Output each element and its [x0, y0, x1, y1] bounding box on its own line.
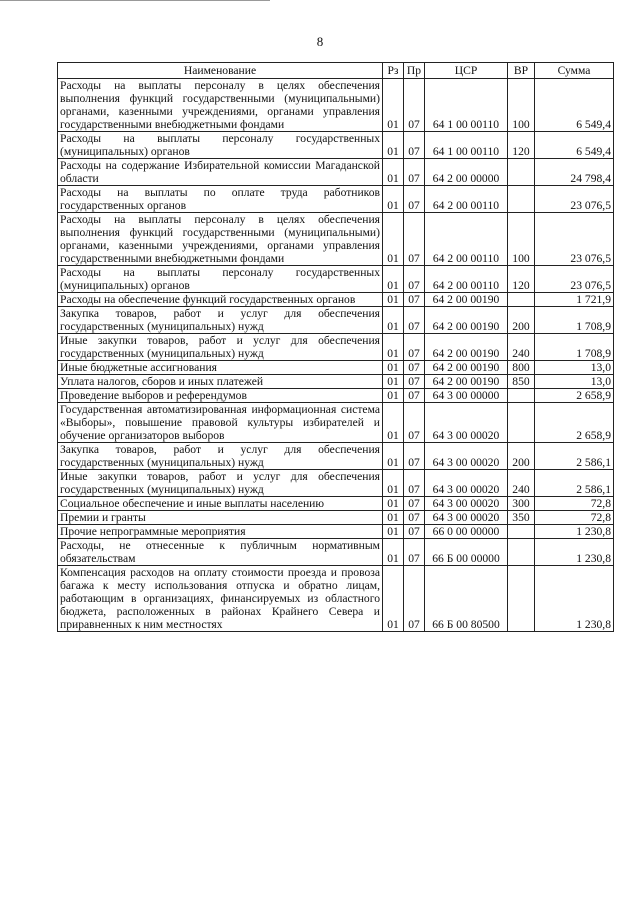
- cell-name: Социальное обеспечение и иные выплаты населению: [58, 497, 383, 511]
- top-border-line: [0, 0, 270, 1]
- cell-pr: 07: [404, 497, 425, 511]
- cell-vr: [508, 159, 535, 186]
- cell-csr: 64 2 00 00190: [425, 361, 508, 375]
- table-row: [58, 566, 614, 632]
- cell-pr: 07: [404, 539, 425, 566]
- cell-csr: 64 2 00 00190: [425, 334, 508, 361]
- cell-vr: [508, 539, 535, 566]
- cell-rz: 01: [383, 497, 404, 511]
- cell-sum: 6 549,4: [535, 79, 614, 132]
- cell-vr: 100: [508, 79, 535, 132]
- column-header-rz: Рз: [383, 63, 404, 79]
- table-row: [58, 470, 614, 497]
- cell-pr: 07: [404, 266, 425, 293]
- table-row: [58, 361, 614, 375]
- cell-sum: 1 721,9: [535, 293, 614, 307]
- cell-pr: 07: [404, 525, 425, 539]
- cell-csr: 64 2 00 00110: [425, 266, 508, 293]
- cell-sum: 6 549,4: [535, 132, 614, 159]
- column-header-vr: ВР: [508, 63, 535, 79]
- cell-sum: 72,8: [535, 511, 614, 525]
- cell-rz: 01: [383, 375, 404, 389]
- cell-rz: 01: [383, 334, 404, 361]
- cell-vr: 100: [508, 213, 535, 266]
- cell-name: Расходы на обеспечение функций государственных органов: [58, 293, 383, 307]
- cell-name: Расходы, не отнесенные к публичным нормативным обязательствам: [58, 539, 383, 566]
- cell-vr: [508, 293, 535, 307]
- cell-csr: 64 1 00 00110: [425, 79, 508, 132]
- cell-name: Расходы на выплаты персоналу в целях обеспечения выполнения функций государственными (муниципальными) органами, казенными учреждениями, органами управления государственными внебюджетными фондами: [58, 213, 383, 266]
- cell-sum: 2 586,1: [535, 443, 614, 470]
- cell-rz: 01: [383, 539, 404, 566]
- cell-sum: 1 230,8: [535, 525, 614, 539]
- cell-csr: 64 3 00 00000: [425, 389, 508, 403]
- cell-vr: 800: [508, 361, 535, 375]
- cell-rz: 01: [383, 293, 404, 307]
- cell-sum: 2 658,9: [535, 403, 614, 443]
- table-row: [58, 266, 614, 293]
- cell-rz: 01: [383, 159, 404, 186]
- cell-pr: 07: [404, 307, 425, 334]
- cell-name: Иные закупки товаров, работ и услуг для обеспечения государственных (муниципальных) нужд: [58, 470, 383, 497]
- cell-rz: 01: [383, 213, 404, 266]
- cell-pr: 07: [404, 389, 425, 403]
- cell-name: Государственная автоматизированная информационная система «Выборы», повышение правовой культуры избирателей и обучение организаторов выборов: [58, 403, 383, 443]
- table-row: [58, 293, 614, 307]
- cell-vr: [508, 566, 535, 632]
- cell-sum: 23 076,5: [535, 266, 614, 293]
- table-row: [58, 79, 614, 132]
- cell-csr: 64 3 00 00020: [425, 403, 508, 443]
- cell-vr: 350: [508, 511, 535, 525]
- cell-csr: 64 2 00 00190: [425, 375, 508, 389]
- cell-name: Иные закупки товаров, работ и услуг для обеспечения государственных (муниципальных) нужд: [58, 334, 383, 361]
- cell-csr: 64 2 00 00190: [425, 293, 508, 307]
- cell-rz: 01: [383, 361, 404, 375]
- table-row: [58, 213, 614, 266]
- cell-name: Расходы на выплаты по оплате труда работников государственных органов: [58, 186, 383, 213]
- column-header-pr: Пр: [404, 63, 425, 79]
- cell-csr: 64 3 00 00020: [425, 511, 508, 525]
- cell-csr: 64 2 00 00000: [425, 159, 508, 186]
- cell-vr: [508, 389, 535, 403]
- cell-csr: 66 0 00 00000: [425, 525, 508, 539]
- table-row: [58, 443, 614, 470]
- cell-name: Проведение выборов и референдумов: [58, 389, 383, 403]
- cell-csr: 64 1 00 00110: [425, 132, 508, 159]
- cell-name: Иные бюджетные ассигнования: [58, 361, 383, 375]
- cell-vr: 200: [508, 307, 535, 334]
- cell-pr: 07: [404, 334, 425, 361]
- cell-rz: 01: [383, 186, 404, 213]
- table-body: [58, 79, 614, 632]
- cell-csr: 66 Б 00 80500: [425, 566, 508, 632]
- cell-csr: 64 2 00 00110: [425, 186, 508, 213]
- cell-sum: 24 798,4: [535, 159, 614, 186]
- cell-csr: 64 3 00 00020: [425, 470, 508, 497]
- cell-name: Компенсация расходов на оплату стоимости проезда и провоза багажа к месту использования отпуска и обратно лицам, работающим в организациях, финансируемых из областного бюджета, расположенных в районах Крайнего Севера и приравненных к ним местностях: [58, 566, 383, 632]
- cell-name: Расходы на выплаты персоналу государственных (муниципальных) органов: [58, 266, 383, 293]
- cell-csr: 64 3 00 00020: [425, 497, 508, 511]
- table-row: [58, 403, 614, 443]
- table-row: [58, 511, 614, 525]
- table-row: [58, 159, 614, 186]
- cell-vr: [508, 403, 535, 443]
- table-row: [58, 525, 614, 539]
- cell-vr: [508, 525, 535, 539]
- column-header-csr: ЦСР: [425, 63, 508, 79]
- cell-pr: 07: [404, 511, 425, 525]
- cell-sum: 13,0: [535, 361, 614, 375]
- cell-pr: 07: [404, 566, 425, 632]
- cell-sum: 13,0: [535, 375, 614, 389]
- table-row: [58, 334, 614, 361]
- budget-table: [57, 62, 614, 632]
- cell-vr: 200: [508, 443, 535, 470]
- cell-name: Уплата налогов, сборов и иных платежей: [58, 375, 383, 389]
- table-row: [58, 389, 614, 403]
- cell-sum: 1 230,8: [535, 539, 614, 566]
- table-row: [58, 132, 614, 159]
- cell-vr: 240: [508, 334, 535, 361]
- cell-sum: 1 230,8: [535, 566, 614, 632]
- cell-rz: 01: [383, 470, 404, 497]
- table-row: [58, 539, 614, 566]
- page-number: 8: [316, 34, 324, 49]
- cell-rz: 01: [383, 403, 404, 443]
- cell-pr: 07: [404, 470, 425, 497]
- cell-vr: 120: [508, 266, 535, 293]
- cell-vr: 300: [508, 497, 535, 511]
- cell-name: Расходы на содержание Избирательной комиссии Магаданской области: [58, 159, 383, 186]
- cell-rz: 01: [383, 566, 404, 632]
- cell-pr: 07: [404, 403, 425, 443]
- cell-name: Закупка товаров, работ и услуг для обеспечения государственных (муниципальных) нужд: [58, 307, 383, 334]
- cell-pr: 07: [404, 132, 425, 159]
- table-header-row: [58, 63, 614, 79]
- cell-sum: 72,8: [535, 497, 614, 511]
- cell-rz: 01: [383, 266, 404, 293]
- cell-pr: 07: [404, 361, 425, 375]
- cell-vr: [508, 186, 535, 213]
- cell-rz: 01: [383, 443, 404, 470]
- table-row: [58, 497, 614, 511]
- cell-pr: 07: [404, 213, 425, 266]
- cell-pr: 07: [404, 375, 425, 389]
- cell-rz: 01: [383, 132, 404, 159]
- cell-name: Закупка товаров, работ и услуг для обеспечения государственных (муниципальных) нужд: [58, 443, 383, 470]
- cell-vr: 240: [508, 470, 535, 497]
- column-header-sum: Сумма: [535, 63, 614, 79]
- cell-rz: 01: [383, 389, 404, 403]
- cell-csr: 64 2 00 00190: [425, 307, 508, 334]
- cell-sum: 2 586,1: [535, 470, 614, 497]
- cell-csr: 66 Б 00 00000: [425, 539, 508, 566]
- cell-sum: 1 708,9: [535, 307, 614, 334]
- cell-rz: 01: [383, 525, 404, 539]
- cell-rz: 01: [383, 307, 404, 334]
- cell-pr: 07: [404, 79, 425, 132]
- cell-rz: 01: [383, 511, 404, 525]
- cell-name: Расходы на выплаты персоналу в целях обеспечения выполнения функций государственными (муниципальными) органами, казенными учреждениями, органами управления государственными внебюджетными фондами: [58, 79, 383, 132]
- cell-sum: 1 708,9: [535, 334, 614, 361]
- cell-sum: 23 076,5: [535, 213, 614, 266]
- cell-rz: 01: [383, 79, 404, 132]
- cell-pr: 07: [404, 443, 425, 470]
- cell-name: Премии и гранты: [58, 511, 383, 525]
- cell-name: Прочие непрограммные мероприятия: [58, 525, 383, 539]
- cell-sum: 23 076,5: [535, 186, 614, 213]
- cell-vr: 850: [508, 375, 535, 389]
- cell-pr: 07: [404, 293, 425, 307]
- table-row: [58, 186, 614, 213]
- cell-name: Расходы на выплаты персоналу государственных (муниципальных) органов: [58, 132, 383, 159]
- cell-pr: 07: [404, 159, 425, 186]
- table-row: [58, 375, 614, 389]
- cell-pr: 07: [404, 186, 425, 213]
- cell-sum: 2 658,9: [535, 389, 614, 403]
- cell-vr: 120: [508, 132, 535, 159]
- cell-csr: 64 2 00 00110: [425, 213, 508, 266]
- cell-csr: 64 3 00 00020: [425, 443, 508, 470]
- column-header-name: Наименование: [58, 63, 383, 79]
- table-row: [58, 307, 614, 334]
